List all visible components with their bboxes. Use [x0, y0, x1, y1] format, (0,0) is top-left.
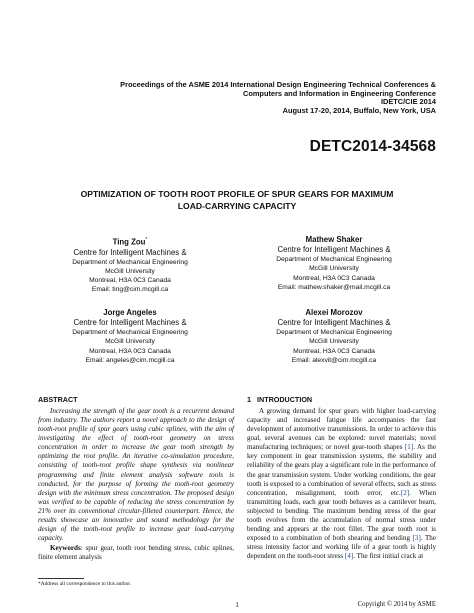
- copyright-notice: Copyright © 2014 by ASME: [357, 601, 436, 608]
- intro-text-segment: . As the key component in gear transmission systems, the stability and reliability of the gears play a significant role in the performance of the gear transmission system. Under working conditions, the gear tooth is exposed to a combination of several effects, such as stress concentration, misalignment, tooth error, etc.: [247, 443, 436, 497]
- citation-link[interactable]: [4]: [344, 552, 354, 561]
- author-name: Alexei Morozov: [305, 308, 363, 317]
- keywords-label: Keywords: [50, 544, 81, 552]
- section-number: 1: [247, 395, 251, 404]
- proceedings-line-1: Proceedings of the ASME 2014 International Design Engineering Technical Conferences &: [120, 80, 436, 89]
- abstract-heading: ABSTRACT: [38, 395, 78, 404]
- author-university: McGill University: [309, 265, 359, 273]
- author-address: Montreal, H3A 0C3 Canada: [89, 277, 171, 285]
- author-block: [35, 308, 225, 365]
- introduction-heading: [247, 395, 312, 404]
- correspondence-mark: *: [145, 237, 148, 243]
- author-centre: Centre for Intelligent Machines &: [73, 318, 187, 327]
- author-university: McGill University: [105, 338, 155, 346]
- author-name: Mathew Shaker: [305, 235, 363, 244]
- author-email[interactable]: Email: angeles@cim.mcgill.ca: [85, 356, 175, 364]
- author-department: Department of Mechanical Engineering: [276, 256, 392, 263]
- intro-text-segment: A growing demand for spur gears with higher load-carrying capacity and increased fatigue life accompanies the fast development of automotive transmissions. In order to achieve this goal, several avenues can be explored: novel materials; novel manufacturing techniques; or novel gear-tooth shapes: [247, 407, 436, 452]
- author-block: [35, 235, 225, 295]
- author-email[interactable]: Email: alexvit@cim.mcgill.ca: [291, 356, 377, 364]
- paper-title-line-2: LOAD-CARRYING CAPACITY: [177, 201, 297, 211]
- author-name: Jorge Angeles: [103, 308, 157, 317]
- author-address: Montreal, H3A 0C3 Canada: [293, 274, 375, 282]
- author-email[interactable]: Email: mathew.shaker@mail.mcgill.ca: [277, 283, 391, 291]
- intro-text-segment: . When transmitting loads, each gear tooth behaves as a cantilever beam, subjected to bending. The maximum bending stress of the gear tooth evolves from the accumulation of normal stress under bending and appears at the root fillet. The gear tooth root is exposed to a combination of both shearing and bending: [247, 488, 437, 543]
- author-email[interactable]: Email: ting@cim.mcgill.ca: [91, 286, 169, 294]
- paper-title-line-1: OPTIMIZATION OF TOOTH ROOT PROFILE OF SPUR GEARS FOR MAXIMUM: [80, 189, 394, 199]
- introduction-text: [247, 407, 436, 561]
- keywords-paragraph: [38, 544, 234, 563]
- footnote: *Address all correspondence to this author.: [38, 581, 132, 587]
- proceedings-line-4: August 17-20, 2014, Buffalo, New York, USA: [282, 105, 436, 115]
- author-department: Department of Mechanical Engineering: [72, 258, 188, 266]
- author-address: Montreal, H3A 0C3 Canada: [293, 347, 375, 355]
- paper-id: DETC2014-34568: [309, 138, 436, 155]
- page-number: 1: [235, 601, 239, 609]
- section-title: INTRODUCTION: [257, 395, 313, 404]
- intro-text-segment: . The stress intensity factor and working life of a gear tooth is highly dependent on the tooth-root stress: [247, 534, 437, 561]
- author-block: [239, 308, 429, 365]
- proceedings-line-2: Computers and Information in Engineering Conference: [243, 88, 436, 98]
- citation-link[interactable]: [2]: [400, 488, 410, 497]
- intro-text-segment: . The first initial crack at: [353, 552, 424, 561]
- author-name: Ting Zou: [112, 237, 146, 247]
- proceedings-line-3: IDETC/CIE 2014: [380, 97, 436, 107]
- keywords-text: : spur gear, tooth root bending stress, cubic splines, finite element analysis: [38, 544, 234, 562]
- author-block: [239, 235, 429, 292]
- author-university: McGill University: [309, 338, 359, 346]
- author-centre: Centre for Intelligent Machines &: [73, 247, 187, 257]
- author-university: McGill University: [105, 267, 155, 275]
- author-centre: Centre for Intelligent Machines &: [277, 318, 391, 327]
- abstract-text: Increasing the strength of the gear tooth is a recurrent demand from industry. The authors report a novel approach to the design of tooth-root profile of spur gears using cubic splines, with the aim of investigating the effect of tooth-root geometry on stress concentration in order to increase the gear tooth strength by optimizing the root profile. An iterative co-simulation procedure, consisting of tooth-root profile shape synthesis via nonlinear programming and finite element analysis software tools is conducted, for the purpose of forming the tooth-root geometry design with the minimum stress concentration. The proposed design was verified to be capable of reducing the stress concentration by 21% over its conventional circular-filleted counterpart. Hence, the results showcase an innovative and sound methodology for the design of the tooth-root profile to increase gear load-carrying capacity.: [38, 407, 234, 543]
- author-name-line: [35, 235, 225, 248]
- citation-link[interactable]: [1]: [404, 443, 414, 452]
- author-department: Department of Mechanical Engineering: [276, 329, 392, 336]
- author-centre: Centre for Intelligent Machines &: [277, 245, 391, 254]
- footnote-rule: [38, 578, 84, 579]
- author-department: Department of Mechanical Engineering: [72, 329, 188, 336]
- author-address: Montreal, H3A 0C3 Canada: [89, 347, 171, 355]
- citation-link[interactable]: [3]: [412, 534, 421, 543]
